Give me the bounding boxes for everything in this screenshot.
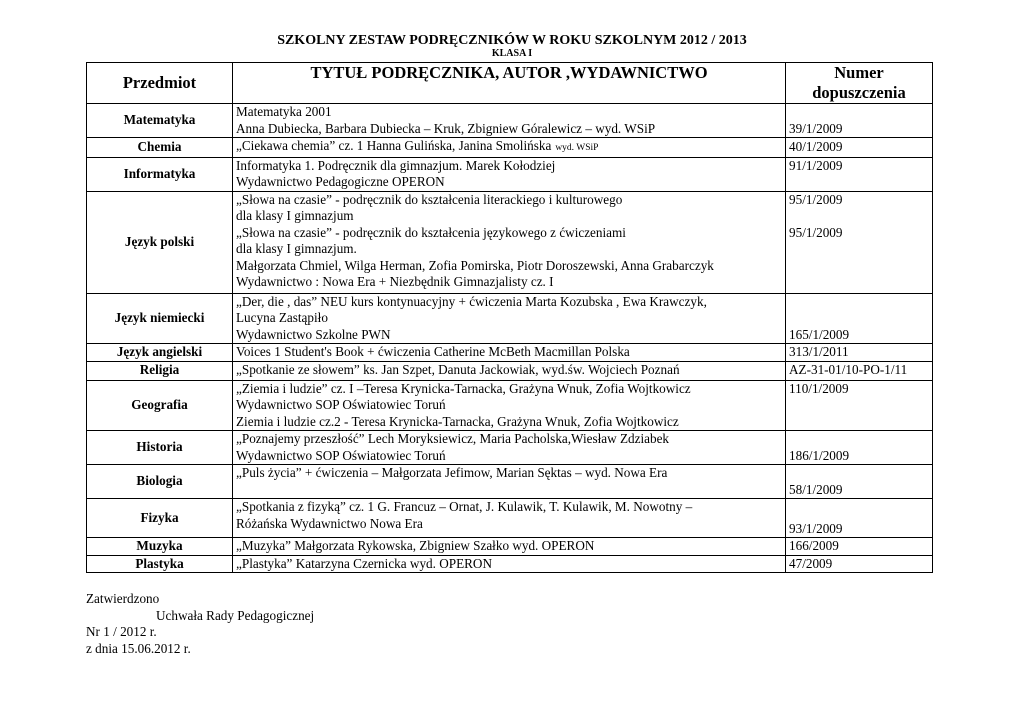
table-row	[87, 157, 933, 191]
textbook-line: Wydawnictwo SOP Oświatowiec Toruń	[236, 447, 446, 463]
textbook-cell	[233, 499, 786, 538]
table-row	[87, 344, 933, 362]
table-row	[87, 361, 933, 380]
subject-cell: Język polski	[87, 191, 233, 293]
table-row	[87, 293, 933, 344]
textbook-cell	[233, 138, 786, 158]
textbook-line: Wydawnictwo SOP Oświatowiec Toruń	[236, 397, 446, 412]
table-row	[87, 538, 933, 556]
textbook-line: Małgorzata Chmiel, Wilga Herman, Zofia Pomirska, Piotr Doroszewski, Anna Grabarczyk	[236, 257, 714, 273]
textbook-line: „Słowa na czasie” - podręcznik do kształcenia literackiego i kulturowego	[236, 191, 623, 207]
approval-number: 95/1/2009	[789, 225, 843, 240]
textbook-line: Lucyna Zastąpiło	[236, 310, 328, 325]
table-row	[87, 104, 933, 138]
subject-cell: Religia	[87, 361, 233, 380]
header-subject: Przedmiot	[87, 63, 233, 104]
textbook-line: „Plastyka” Katarzyna Czernicka wyd. OPERON	[236, 555, 492, 571]
textbook-cell	[233, 344, 786, 362]
table-body	[87, 104, 933, 573]
textbook-table	[86, 62, 933, 573]
textbook-cell	[233, 293, 786, 344]
textbook-cell	[233, 555, 786, 573]
table-header-row	[87, 63, 933, 104]
textbook-line: Voices 1 Student's Book + ćwiczenia Catherine McBeth Macmillan Polska	[236, 344, 630, 359]
textbook-line: „Spotkanie ze słowem” ks. Jan Szpet, Danuta Jackowiak, wyd.św. Wojciech Poznań	[236, 361, 680, 377]
textbook-line: „Muzyka” Małgorzata Rykowska, Zbigniew Szałko wyd. OPERON	[236, 538, 595, 553]
approval-number-cell	[786, 191, 933, 293]
table-row	[87, 465, 933, 499]
footer-line2: Uchwała Rady Pedagogicznej	[156, 607, 315, 623]
approval-number: 58/1/2009	[789, 481, 843, 497]
table-row	[87, 499, 933, 538]
textbook-line: Wydawnictwo : Nowa Era + Niezbędnik Gimnazjalisty cz. I	[236, 274, 554, 289]
approval-footer	[86, 591, 314, 657]
textbook-line: dla klasy I gimnazjum.	[236, 241, 357, 256]
header-number-line2: dopuszczenia	[812, 83, 906, 102]
footer-line1: Zatwierdzono	[86, 591, 160, 606]
subject-cell: Język angielski	[87, 344, 233, 362]
footer-line3: Nr 1 / 2012 r.	[86, 624, 157, 639]
approval-number-cell	[786, 555, 933, 573]
textbook-line: Informatyka 1. Podręcznik dla gimnazjum. Marek Kołodziej	[236, 157, 556, 173]
textbook-line: Anna Dubiecka, Barbara Dubiecka – Kruk, Zbigniew Góralewicz – wyd. WSiP	[236, 120, 656, 136]
textbook-line: Ziemia i ludzie cz.2 - Teresa Krynicka-Tarnacka, Grażyna Wnuk, Zofia Wojtkowicz	[236, 413, 679, 429]
subject-cell: Język niemiecki	[87, 293, 233, 344]
table-row	[87, 138, 933, 158]
approval-number-cell	[786, 465, 933, 499]
textbook-cell	[233, 380, 786, 431]
approval-number: 47/2009	[789, 555, 833, 571]
textbook-cell	[233, 465, 786, 499]
textbook-line: Różańska Wydawnictwo Nowa Era	[236, 515, 423, 531]
table-row	[87, 191, 933, 293]
subject-cell: Muzyka	[87, 538, 233, 556]
textbook-line: „Ziemia i ludzie” cz. I –Teresa Krynicka-Tarnacka, Grażyna Wnuk, Zofia Wojtkowicz	[236, 380, 691, 396]
approval-number-cell	[786, 138, 933, 158]
textbook-cell	[233, 431, 786, 465]
subject-cell: Fizyka	[87, 499, 233, 538]
table-row	[87, 555, 933, 573]
approval-number: 165/1/2009	[789, 326, 850, 342]
header-number-line1: Numer	[834, 63, 884, 82]
subject-cell: Plastyka	[87, 555, 233, 573]
header-title-text: TYTUŁ PODRĘCZNIKA, AUTOR ,WYDAWNICTWO	[310, 63, 708, 82]
textbook-cell	[233, 191, 786, 293]
textbook-line: Wydawnictwo Pedagogiczne OPERON	[236, 174, 445, 189]
approval-number-cell	[786, 538, 933, 556]
table-row	[87, 431, 933, 465]
textbook-line: „Poznajemy przeszłość” Lech Moryksiewicz, Maria Pacholska,Wiesław Zdziabek	[236, 431, 670, 446]
textbook-cell	[233, 361, 786, 380]
document-title: SZKOLNY ZESTAW PODRĘCZNIKÓW W ROKU SZKOLNYM 2012 / 2013	[277, 33, 747, 48]
approval-number: AZ-31-01/10-PO-1/11	[789, 362, 908, 378]
subject-cell: Geografia	[87, 380, 233, 431]
textbook-cell	[233, 104, 786, 138]
approval-number-cell	[786, 344, 933, 362]
textbook-line: „Słowa na czasie” - podręcznik do kształcenia językowego z ćwiczeniami	[236, 224, 626, 240]
textbook-line: „Ciekawa chemia” cz. 1 Hanna Gulińska, Janina Smolińska	[236, 138, 552, 153]
textbook-line: dla klasy I gimnazjum	[236, 208, 354, 223]
approval-number-cell	[786, 361, 933, 380]
approval-number: 110/1/2009	[789, 380, 849, 396]
approval-number: 313/1/2011	[789, 344, 849, 359]
textbook-line: „Spotkania z fizyką” cz. 1 G. Francuz – Ornat, J. Kulawik, T. Kulawik, M. Nowotny –	[236, 499, 693, 514]
approval-number-cell	[786, 157, 933, 191]
header-title	[233, 63, 786, 104]
approval-number: 91/1/2009	[789, 157, 843, 173]
approval-number-cell	[786, 380, 933, 431]
header-number	[786, 63, 933, 104]
approval-number: 93/1/2009	[789, 520, 843, 536]
footer-line4: z dnia 15.06.2012 r.	[86, 640, 191, 656]
subject-cell: Chemia	[87, 138, 233, 158]
approval-number-cell	[786, 293, 933, 344]
textbook-line: Wydawnictwo Szkolne PWN	[236, 326, 391, 342]
subject-cell: Biologia	[87, 465, 233, 499]
approval-number: 40/1/2009	[789, 139, 843, 154]
approval-number-cell	[786, 104, 933, 138]
subject-cell: Historia	[87, 431, 233, 465]
textbook-line: „Der, die , das” NEU kurs kontynuacyjny + ćwiczenia Marta Kozubska , Ewa Krawczyk,	[236, 293, 707, 309]
approval-number-cell	[786, 431, 933, 465]
approval-number: 95/1/2009	[789, 191, 843, 207]
textbook-cell	[233, 538, 786, 556]
approval-number: 166/2009	[789, 538, 839, 553]
textbook-line: „Puls życia” + ćwiczenia – Małgorzata Jefimow, Marian Sęktas – wyd. Nowa Era	[236, 465, 668, 480]
document-subtitle: KLASA I	[491, 48, 533, 59]
subject-cell: Informatyka	[87, 157, 233, 191]
approval-number: 186/1/2009	[789, 447, 850, 463]
approval-number: 39/1/2009	[789, 120, 843, 136]
subject-cell: Matematyka	[87, 104, 233, 138]
textbook-line: Matematyka 2001	[236, 104, 332, 119]
textbook-cell	[233, 157, 786, 191]
table-row	[87, 380, 933, 431]
approval-number-cell	[786, 499, 933, 538]
publisher-note: wyd. WSiP	[555, 143, 599, 153]
